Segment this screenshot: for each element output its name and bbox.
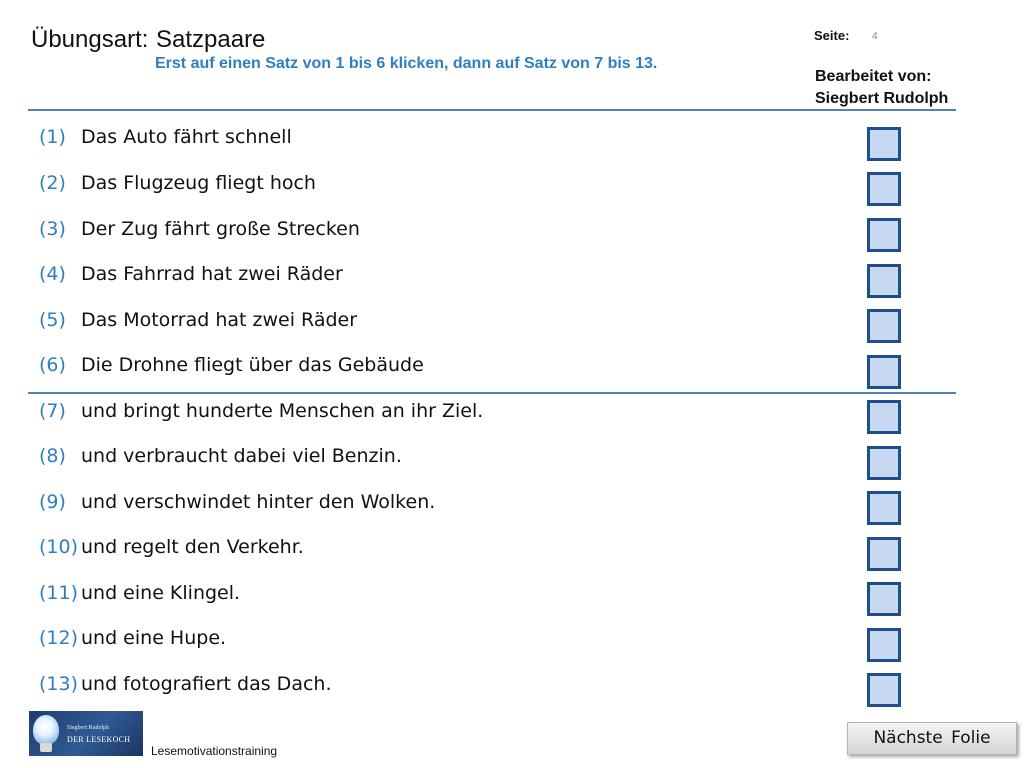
answer-box[interactable] — [867, 355, 901, 389]
lightbulb-icon — [33, 715, 59, 745]
sentence-text: und eine Klingel. — [81, 582, 241, 604]
lightbulb-base-icon — [40, 743, 52, 752]
sentence-number: (9) — [39, 491, 66, 513]
sentence-number: (13) — [39, 673, 79, 695]
answer-box[interactable] — [867, 673, 901, 707]
edited-by-label: Bearbeitet von: — [815, 68, 932, 85]
sentence-number: (2) — [39, 172, 66, 194]
program-name: Lesemotivationstraining — [151, 744, 278, 758]
answer-box[interactable] — [867, 218, 901, 252]
sentence-text: und verschwindet hinter den Wolken. — [81, 491, 436, 513]
answer-box[interactable] — [867, 127, 901, 161]
answer-box[interactable] — [867, 446, 901, 480]
answer-box[interactable] — [867, 582, 901, 616]
sentence-text: und regelt den Verkehr. — [81, 536, 304, 558]
sentence-text: Der Zug fährt große Strecken — [81, 218, 360, 240]
exercise-type-label: Übungsart: — [31, 26, 149, 53]
sentence-text: und eine Hupe. — [81, 627, 227, 649]
sentence-number: (11) — [39, 582, 79, 604]
sentence-text: Das Flugzeug fliegt hoch — [81, 172, 316, 194]
sentence-text: Das Fahrrad hat zwei Räder — [81, 263, 343, 285]
page-label: Seite: — [814, 28, 850, 43]
logo-author-name: Siegbert Rudolph — [67, 725, 110, 731]
logo-brand-name: DER LESEKOCH — [67, 735, 131, 744]
answer-box[interactable] — [867, 264, 901, 298]
sentence-number: (1) — [39, 126, 66, 148]
top-divider — [28, 109, 956, 111]
answer-box[interactable] — [867, 491, 901, 525]
sentence-text: und verbraucht dabei viel Benzin. — [81, 445, 402, 467]
sentence-number: (6) — [39, 354, 66, 376]
lesekoch-logo — [29, 711, 143, 756]
exercise-type-value: Satzpaare — [156, 26, 266, 53]
answer-box[interactable] — [867, 628, 901, 662]
sentence-text: Das Auto fährt schnell — [81, 126, 292, 148]
sentence-number: (8) — [39, 445, 66, 467]
next-slide-button[interactable]: Nächste Folie — [847, 722, 1017, 755]
instruction-text: Erst auf einen Satz von 1 bis 6 klicken, dann auf Satz von 7 bis 13. — [155, 55, 658, 72]
answer-box[interactable] — [867, 309, 901, 343]
group-divider — [28, 392, 956, 394]
sentence-number: (5) — [39, 309, 66, 331]
editor-name: Siegbert Rudolph — [815, 90, 949, 107]
sentence-number: (12) — [39, 627, 79, 649]
sentence-text: Das Motorrad hat zwei Räder — [81, 309, 358, 331]
sentence-text: und fotografiert das Dach. — [81, 673, 332, 695]
sentence-text: Die Drohne fliegt über das Gebäude — [81, 354, 424, 376]
page-number: 4 — [872, 31, 878, 42]
answer-box[interactable] — [867, 172, 901, 206]
sentence-number: (7) — [39, 400, 66, 422]
edited-by — [815, 66, 948, 110]
sentence-number: (3) — [39, 218, 66, 240]
answer-box[interactable] — [867, 537, 901, 571]
answer-box[interactable] — [867, 400, 901, 434]
sentence-number: (10) — [39, 536, 79, 558]
sentence-number: (4) — [39, 263, 66, 285]
sentence-text: und bringt hunderte Menschen an ihr Ziel. — [81, 400, 484, 422]
